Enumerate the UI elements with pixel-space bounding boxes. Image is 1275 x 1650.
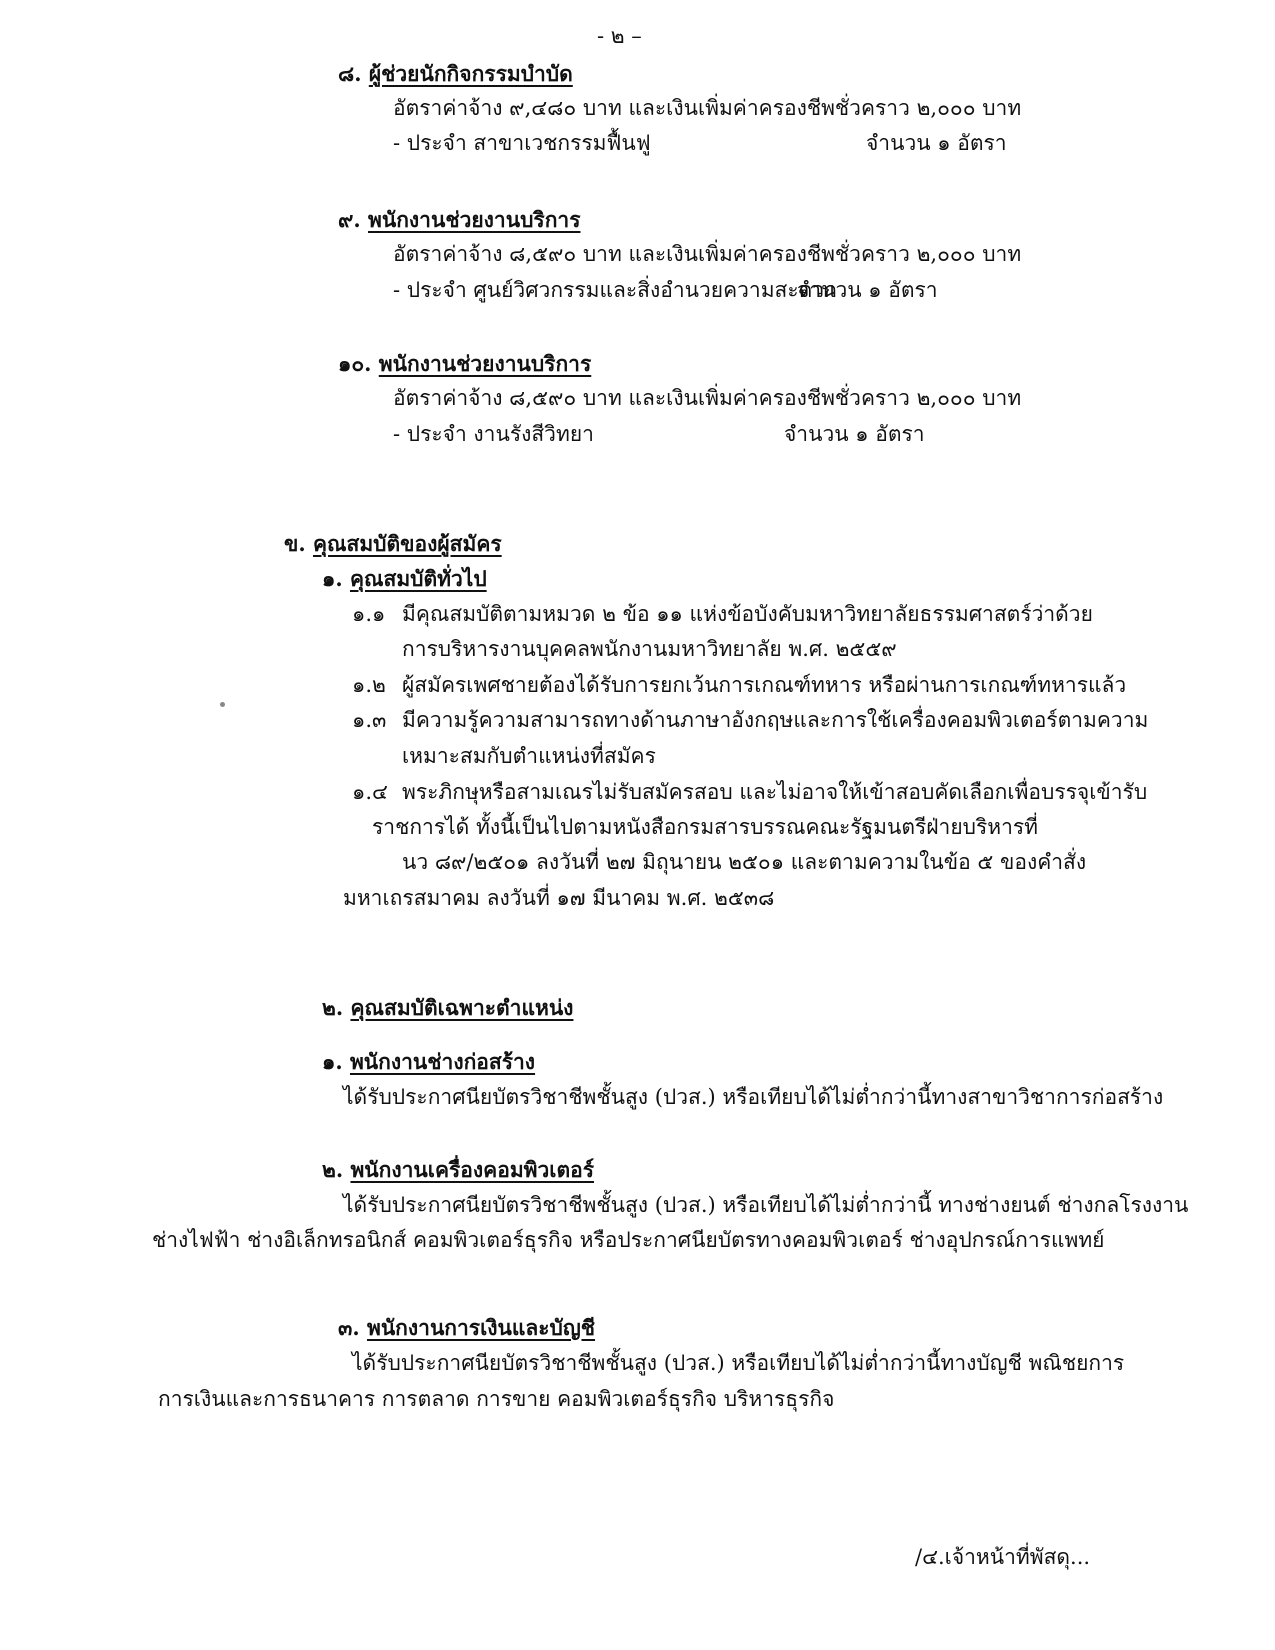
position-number: ๙.	[338, 207, 361, 232]
specific-item-title: พนักงานการเงินและบัญชี	[366, 1315, 596, 1340]
specific-item-3-heading	[338, 1314, 595, 1342]
specific-item-3-line-1: ได้รับประกาศนียบัตรวิชาชีพชั้นสูง (ปวส.) หรือเทียบได้ไม่ต่ำกว่านี้ทางบัญชี พณิชยการ	[352, 1351, 1125, 1375]
specific-item-number: ๑.	[322, 1049, 343, 1074]
item-1-1-line-1: มีคุณสมบัติตามหมวด ๒ ข้อ ๑๑ แห่งข้อบังคับมหาวิทยาลัยธรรมศาสตร์ว่าด้วย	[402, 602, 1093, 626]
scan-speck	[220, 702, 225, 707]
position-10-heading	[338, 350, 591, 378]
item-1-3-line-1: มีความรู้ความสามารถทางด้านภาษาอังกฤษและการใช้เครื่องคอมพิวเตอร์ตามความ	[402, 708, 1149, 732]
position-9-heading	[338, 206, 580, 234]
position-10-unit: - ประจำ งานรังสีวิทยา	[393, 422, 594, 446]
position-8-rate: อัตราค่าจ้าง ๙,๔๘๐ บาท และเงินเพิ่มค่าครองชีพชั่วคราว ๒,๐๐๐ บาท	[393, 96, 1022, 120]
item-1-4-number: ๑.๔	[352, 780, 388, 804]
item-1-3-number: ๑.๓	[352, 708, 387, 732]
position-10-rate: อัตราค่าจ้าง ๘,๕๙๐ บาท และเงินเพิ่มค่าครองชีพชั่วคราว ๒,๐๐๐ บาท	[393, 386, 1022, 410]
section-title: คุณสมบัติของผู้สมัคร	[312, 531, 502, 556]
specific-item-3-line-2: การเงินและการธนาคาร การตลาด การขาย คอมพิวเตอร์ธุรกิจ บริหารธุรกิจ	[158, 1387, 835, 1411]
position-9-unit: - ประจำ ศูนย์วิศวกรรมและสิ่งอำนวยความสะดวก	[393, 278, 837, 302]
page-number: - ๒ –	[597, 24, 642, 48]
specific-item-2-heading	[322, 1156, 594, 1184]
section-b-heading	[284, 530, 502, 558]
section-prefix: ข.	[284, 531, 306, 556]
specific-item-title: พนักงานช่างก่อสร้าง	[349, 1049, 536, 1074]
item-1-1-line-2: การบริหารงานบุคคลพนักงานมหาวิทยาลัย พ.ศ. ๒๕๕๙	[402, 637, 897, 661]
specific-item-title: พนักงานเครื่องคอมพิวเตอร์	[350, 1157, 594, 1182]
item-1-2-number: ๑.๒	[352, 673, 386, 697]
position-8-count: จำนวน ๑ อัตรา	[866, 131, 1007, 155]
specific-item-1-line-1: ได้รับประกาศนียบัตรวิชาชีพชั้นสูง (ปวส.) หรือเทียบได้ไม่ต่ำกว่านี้ทางสาขาวิชาการก่อสร้าง	[343, 1085, 1164, 1109]
general-qualifications-heading	[322, 565, 487, 593]
position-title: พนักงานช่วยงานบริการ	[378, 351, 592, 376]
specific-item-1-heading	[322, 1048, 535, 1076]
specific-item-2-line-2: ช่างไฟฟ้า ช่างอิเล็กทรอนิกส์ คอมพิวเตอร์ธุรกิจ หรือประกาศนียบัตรทางคอมพิวเตอร์ ช่างอุปกรณ์การแพทย์	[152, 1228, 1105, 1252]
item-1-4-line-2: ราชการได้ ทั้งนี้เป็นไปตามหนังสือกรมสารบรรณคณะรัฐมนตรีฝ่ายบริหารที่	[372, 815, 1039, 839]
continuation-note: /๔.เจ้าหน้าที่พัสดุ...	[915, 1545, 1091, 1569]
position-9-count: จำนวน ๑ อัตรา	[797, 278, 938, 302]
item-1-2-line-1: ผู้สมัครเพศชายต้องได้รับการยกเว้นการเกณฑ์ทหาร หรือผ่านการเกณฑ์ทหารแล้ว	[402, 673, 1127, 697]
subsection-title: คุณสมบัติเฉพาะตำแหน่ง	[350, 995, 574, 1020]
item-1-4-line-3: นว ๘๙/๒๕๐๑ ลงวันที่ ๒๗ มิถุนายน ๒๕๐๑ และตามความในข้อ ๕ ของคำสั่ง	[402, 850, 1087, 874]
item-1-1-number: ๑.๑	[352, 602, 386, 626]
position-10-count: จำนวน ๑ อัตรา	[784, 422, 925, 446]
position-title: พนักงานช่วยงานบริการ	[368, 207, 581, 232]
position-number: ๑๐.	[338, 351, 372, 376]
specific-item-number: ๓.	[338, 1315, 360, 1340]
item-1-4-line-4: มหาเถรสมาคม ลงวันที่ ๑๗ มีนาคม พ.ศ. ๒๕๓๘	[343, 886, 775, 910]
item-1-3-line-2: เหมาะสมกับตำแหน่งที่สมัคร	[402, 744, 656, 768]
position-title: ผู้ช่วยนักกิจกรรมบำบัด	[368, 61, 573, 86]
specific-item-number: ๒.	[322, 1157, 344, 1182]
subsection-number: ๑.	[322, 566, 343, 591]
specific-qualifications-heading	[322, 994, 573, 1022]
position-8-unit: - ประจำ สาขาเวชกรรมฟื้นฟู	[393, 131, 651, 155]
position-8-heading	[338, 60, 573, 88]
subsection-number: ๒.	[322, 995, 344, 1020]
subsection-title: คุณสมบัติทั่วไป	[349, 566, 487, 591]
position-9-rate: อัตราค่าจ้าง ๘,๕๙๐ บาท และเงินเพิ่มค่าครองชีพชั่วคราว ๒,๐๐๐ บาท	[393, 242, 1022, 266]
position-number: ๘.	[338, 61, 362, 86]
item-1-4-line-1: พระภิกษุหรือสามเณรไม่รับสมัครสอบ และไม่อาจให้เข้าสอบคัดเลือกเพื่อบรรจุเข้ารับ	[402, 780, 1148, 804]
specific-item-2-line-1: ได้รับประกาศนียบัตรวิชาชีพชั้นสูง (ปวส.) หรือเทียบได้ไม่ต่ำกว่านี้ ทางช่างยนต์ ช่างกลโรงงาน	[343, 1193, 1189, 1217]
